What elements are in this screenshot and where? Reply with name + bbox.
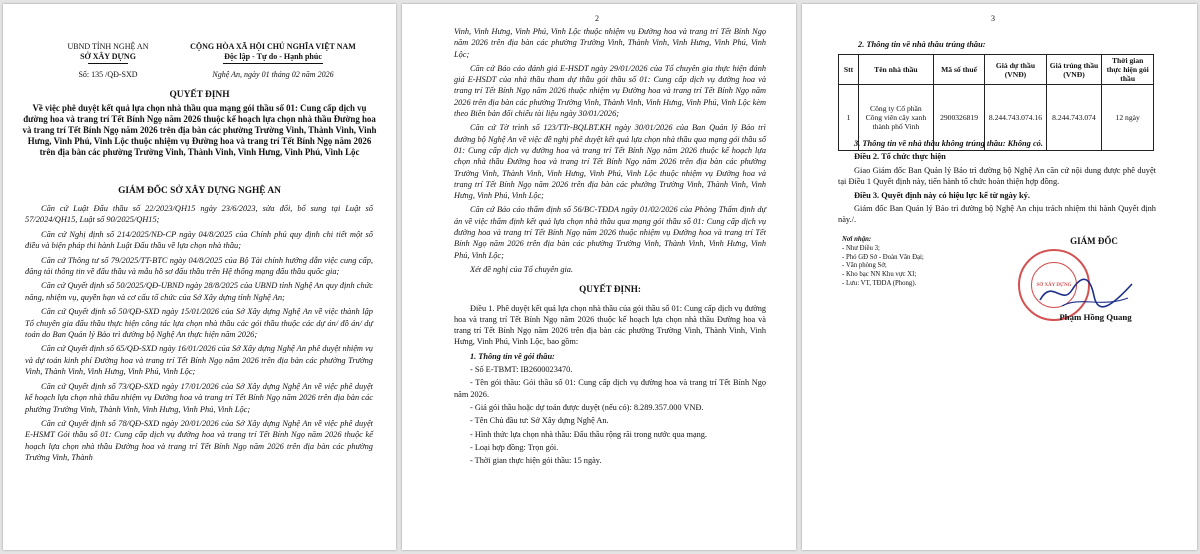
legal-basis-paragraph: Căn cứ Quyết định số 50/QĐ-SXD ngày 15/01/2026 của Sở Xây dựng Nghệ An về việc thành lập Tổ chuyên gia đấu thầu thực hiện công tác lựa chọn nhà thầu các gói thầu thuộc các dự án/ đồ án/ dự toán do Ban Quản lý Bảo trì đường bộ Nghệ An thực hiện năm 2026;: [25, 307, 373, 340]
legal-basis-paragraph: Căn cứ Luật Đấu thầu số 22/2023/QH15 ngày 23/6/2023, sửa đổi, bổ sung tại Luật số 57/2024/QH15, Luật số 90/2025/QH15;: [25, 204, 373, 225]
package-info-item: - Giá gói thầu hoặc dự toán được duyệt (nếu có): 8.289.357.000 VNĐ.: [470, 402, 704, 412]
legal-basis-continued: Vinh, Vinh Hưng, Vinh Phú, Vinh Lộc thuộc nhiệm vụ Đường hoa và trang trí Tết Bính Ngọ năm 2026 trên địa bàn các phường Trường Vinh, Thành Vinh, Vinh Hưng, Vinh Phú, Vinh Lộc;: [454, 27, 766, 59]
issuing-authority: GIÁM ĐỐC SỞ XÂY DỰNG NGHỆ AN: [118, 186, 281, 196]
document-number: Số: 135 /QĐ-SXD: [78, 70, 138, 79]
legal-basis-paragraph: Căn cứ Quyết định số 78/QĐ-SXD ngày 20/01/2026 của Sở Xây dựng Nghệ An về việc phê duyệt E-HSMT Gói thầu số 01: Cung cấp dịch vụ đường hoa và trang trí Tết Bính Ngọ năm 2026 thuộc kế hoạch lựa chọn nhà thầu Đường hoa và trang trí Tết Bính Ngọ năm 2026 trên địa bàn các phường Trường Vinh, Thành: [25, 418, 373, 463]
section-package-info: 1. Thông tin về gói thầu:: [470, 351, 555, 361]
article-2-title: Điều 2. Tổ chức thực hiện: [854, 152, 946, 162]
table-cell: 1: [839, 85, 859, 151]
signer-title: GIÁM ĐỐC: [1070, 236, 1118, 246]
table-cell: Công ty Cổ phần Công viên cây xanh thành phố Vinh: [859, 85, 934, 151]
table-header-row: [839, 55, 1154, 85]
org-underline: [88, 63, 128, 64]
legal-basis-paragraph: Căn cứ Báo cáo thẩm định số 56/BC-TĐDA ngày 01/02/2026 của Phòng Thẩm định dự án về việc thẩm định kết quả lựa chọn nhà thầu qua mạng gói thầu số 01: Cung cấp dịch vụ đường hoa và trang trí Tết Bính Ngọ năm 2026 thuộc nhiệm vụ Đường hoa và trang trí Tết Bính Ngọ năm 2026 trên địa bàn các phường Trường Vinh, Thành Vinh, Vinh Hưng, Vinh Phú, Vinh Lộc;: [454, 205, 766, 260]
column-header: Mã số thuế: [933, 55, 985, 85]
section-winning-bidder: 2. Thông tin về nhà thầu trúng thầu:: [858, 40, 986, 49]
recipient-item: - Văn phòng Sở;: [842, 262, 887, 270]
handwritten-signature: [1032, 266, 1142, 316]
package-info-item: - Tên gói thầu: Gói thầu số 01: Cung cấp dịch vụ đường hoa và trang trí Tết Bính Ngọ năm 2026.: [454, 378, 766, 399]
legal-basis-paragraph: Căn cứ Quyết định số 50/2025/QĐ-UBND ngày 28/8/2025 của UBND tỉnh Nghệ An quy định chức năng, nhiệm vụ, quyền hạn và cơ cấu tổ chức của Sở Xây dựng tỉnh Nghệ An;: [25, 281, 373, 302]
winning-bidder-table: [838, 54, 1154, 151]
legal-basis-paragraph: Căn cứ Quyết định số 73/QĐ-SXD ngày 17/01/2026 của Sở Xây dựng Nghệ An về việc phê duyệt kế hoạch lựa chọn nhà thầu nhiệm vụ Đường hoa và trang trí Tết Bính Ngọ năm 2026 trên địa bàn các phường Trường Vinh, Thành Vinh, Vinh Hưng, Vinh Phú, Vinh Lộc;: [25, 381, 373, 414]
legal-bases: [25, 203, 373, 464]
table-cell: 2900326819: [933, 85, 985, 151]
article-1: Điều 1. Phê duyệt kết quả lựa chọn nhà thầu của gói thầu số 01: Cung cấp dịch vụ đường hoa và trang trí Tết Bính Ngọ năm 2026 thuộc kế hoạch lựa chọn nhà thầu Đường hoa và trang trí Tết Bính Ngọ năm 2026 trên địa bàn các phường Trường Vinh, Thành Vinh, Vinh Hưng, Vinh Phú, Vinh Lộc, bao gồm:: [454, 303, 766, 347]
org-parent: UBND TỈNH NGHỆ AN: [67, 42, 149, 51]
page2-body: [454, 26, 766, 466]
decision-heading: QUYẾT ĐỊNH:: [579, 284, 641, 295]
document-page-3: [802, 4, 1197, 550]
document-page-1: [3, 4, 396, 550]
table-cell: 8.244.743.074.16: [985, 85, 1046, 151]
column-header: Tên nhà thầu: [859, 55, 934, 85]
legal-basis-paragraph: Xét đề nghị của Tổ chuyên gia.: [470, 264, 573, 274]
recipient-item: - Kho bạc NN Khu vực XI;: [842, 271, 917, 279]
document-date: Nghệ An, ngày 01 tháng 02 năm 2026: [212, 70, 334, 79]
document-subject: Về việc phê duyệt kết quả lựa chọn nhà thầu qua mạng gói thầu số 01: Cung cấp dịch vụ đường hoa và trang trí Tết Bính Ngọ năm 2026 thuộc kế hoạch lựa chọn nhà thầu Đường hoa và trang trí Tết Bính Ngọ năm 2026 trên địa bàn các phường Trường Vinh, Thành Vinh, Vinh Hưng, Vinh Phú, Vinh Lộc thuộc nhiệm vụ Đường hoa và trang trí Tết Bính Ngọ năm 2026 trên địa bàn các phường Trường Vinh, Thành Vinh, Vinh Hưng, Vinh Phú, Vinh Lộc: [22, 103, 377, 158]
package-info-item: - Số E-TBMT: IB2600023470.: [470, 365, 573, 375]
national-motto: Độc lập - Tự do - Hạnh phúc: [224, 52, 322, 61]
seal-text: SỞ XÂY DỰNG: [1031, 262, 1077, 308]
page3-body: [838, 138, 1156, 226]
recipients-title: Nơi nhận:: [842, 236, 872, 243]
issuing-org: [53, 42, 163, 80]
package-info-item: - Loại hợp đồng: Trọn gói.: [470, 442, 559, 452]
recipients-list: [842, 236, 972, 289]
recipient-item: - Như Điều 3;: [842, 244, 880, 252]
article-3: Điều 3. Quyết định này có hiệu lực kể từ ngày ký.: [854, 190, 1030, 200]
column-header: Giá trúng thầu (VNĐ): [1046, 55, 1102, 85]
nation-title: CỘNG HÒA XÃ HỘI CHỦ NGHĨA VIỆT NAM: [190, 42, 356, 51]
table-cell: 12 ngày: [1102, 85, 1154, 151]
document-page-2: [402, 4, 796, 550]
recipient-item: - Lưu: VT, TĐDA (Phong).: [842, 279, 917, 287]
legal-basis-paragraph: Căn cứ Thông tư số 79/2025/TT-BTC ngày 04/8/2025 của Bộ Tài chính hướng dẫn việc cung cấp, đăng tải thông tin về đấu thầu và mẫu hồ sơ đấu thầu trên Hệ thống mạng đấu thầu quốc gia;: [25, 255, 373, 277]
column-header: Stt: [839, 55, 859, 85]
article-3-text: Giám đốc Ban Quản lý Bảo trì đường bộ Nghệ An chịu trách nhiệm thi hành Quyết định này./.: [838, 204, 1156, 225]
package-info-item: - Tên Chủ đầu tư: Sở Xây dựng Nghệ An.: [470, 416, 609, 426]
org-name: SỞ XÂY DỰNG: [80, 52, 136, 61]
page-number: 3: [991, 14, 995, 23]
section-losing-bidders: 3. Thông tin về nhà thầu không trúng thầu: Không có.: [854, 139, 1043, 148]
column-header: Thời gian thực hiện gói thầu: [1102, 55, 1154, 85]
legal-basis-paragraph: Căn cứ Nghị định số 214/2025/NĐ-CP ngày 04/8/2025 của Chính phủ quy định chi tiết một số điều và biện pháp thi hành Luật Đấu thầu về lựa chọn nhà thầu;: [25, 229, 373, 251]
page-number: 2: [595, 14, 599, 23]
legal-basis-paragraph: Căn cứ Quyết định số 65/QĐ-SXD ngày 16/01/2026 của Sở Xây dựng Nghệ An phê duyệt nhiệm vụ và dự toán kinh phí Đường hoa và trang trí Tết Bính Ngọ năm 2026 trên địa bàn các phường Trường Vinh, Thành Vinh, Vinh Hưng, Vinh Phú, Vinh Lộc;: [25, 344, 373, 377]
document-type: QUYẾT ĐỊNH: [169, 90, 230, 100]
package-info-item: - Thời gian thực hiện gói thầu: 15 ngày.: [470, 456, 602, 466]
legal-basis-paragraph: Căn cứ Báo cáo đánh giá E-HSDT ngày 29/01/2026 của Tổ chuyên gia thực hiện đánh giá E-HSDT của nhà thầu tham dự thầu gói thầu số 01: Cung cấp dịch vụ đường hoa và trang trí Tết Bính Ngọ năm 2026 thuộc nhiệm vụ Đường hoa và trang trí Tết Bính Ngọ năm 2026 trên địa bàn các phường Trường Vinh, Thành Vinh, Vinh Hưng, Vinh Phú, Vinh Lộc kèm theo Biên bản đối chiếu tài liệu ngày 30/01/2026;: [454, 63, 766, 119]
table-cell: 8.244.743.074: [1046, 85, 1102, 151]
national-header: [173, 42, 373, 80]
signer-name: Phạm Hồng Quang: [1059, 312, 1132, 322]
motto-underline: [223, 63, 323, 64]
article-2-text: Giao Giám đốc Ban Quản lý Bảo trì đường bộ Nghệ An căn cứ nội dung được phê duyệt tại Điều 1 Quyết định này, tiến hành tổ chức hoàn thiện hợp đồng.: [838, 165, 1156, 187]
column-header: Giá dự thầu (VNĐ): [985, 55, 1046, 85]
legal-basis-paragraph: Căn cứ Tờ trình số 123/TTr-BQLBT.KH ngày 30/01/2026 của Ban Quản lý Bảo trì đường bộ Nghệ An về việc đề nghị phê duyệt kết quả lựa chọn nhà thầu qua mạng gói thầu số 01: Cung cấp dịch vụ đường hoa và trang trí Tết Bính Ngọ năm 2026 thuộc kế hoạch lựa chọn nhà thầu Đường hoa và trang trí Tết Bính Ngọ năm 2026 trên địa bàn các phường Trường Vinh, Thành Vinh, Vinh Hưng, Vinh Phú, Vinh Lộc thuộc nhiệm vụ Đường hoa và trang trí Tết Bính Ngọ năm 2026 trên địa bàn các phường Trường Vinh, Thành Vinh, Vinh Hưng, Vinh Phú, Vinh Lộc;: [454, 123, 766, 201]
package-info-item: - Hình thức lựa chọn nhà thầu: Đấu thầu rộng rãi trong nước qua mạng.: [470, 429, 707, 439]
recipient-item: - Phó GĐ Sở - Đoàn Văn Đại;: [842, 253, 924, 261]
